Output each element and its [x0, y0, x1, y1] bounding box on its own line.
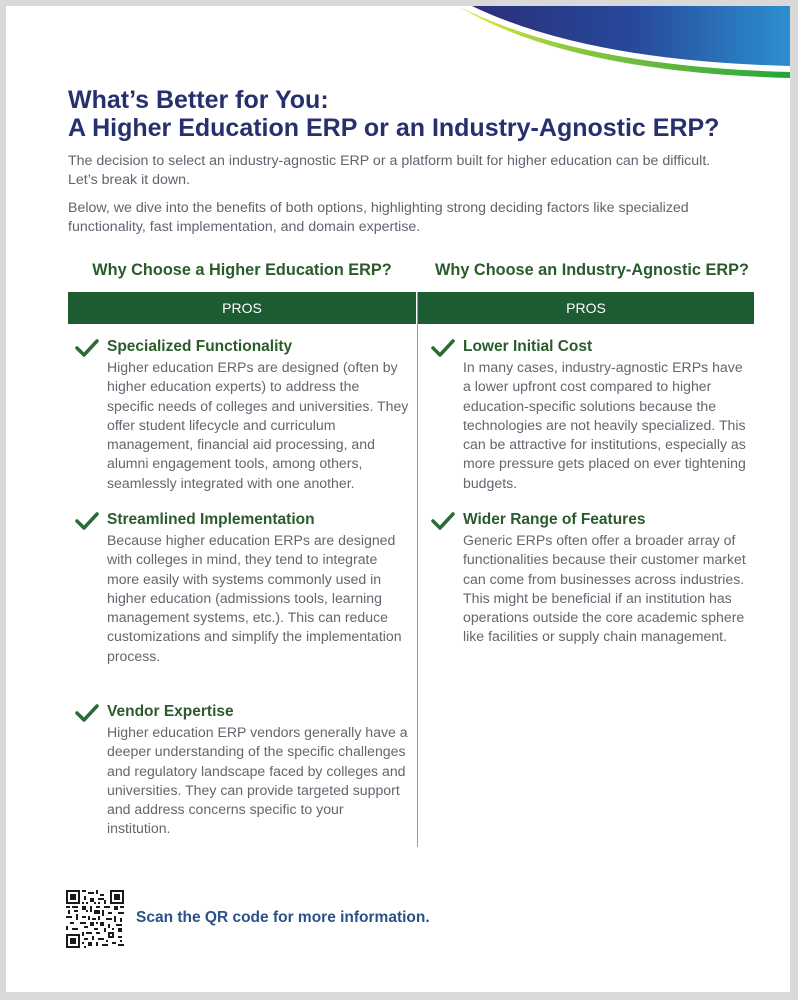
column-divider	[417, 292, 418, 847]
pro-item-body: Higher education ERP vendors generally have a deeper understanding of the specific challenges and regulatory landscape faced by colleges and universities. They can provide targeted support and address concerns specific to your institution.	[107, 724, 408, 837]
page-title-line1: What’s Better for You:	[68, 86, 329, 114]
pro-item-title: Wider Range of Features	[463, 511, 646, 528]
pro-item-title: Streamlined Implementation	[107, 511, 315, 528]
left-pros-bar: PROS	[68, 292, 416, 324]
left-column-heading: Why Choose a Higher Education ERP?	[92, 261, 392, 279]
pro-item-specialized-functionality	[75, 337, 409, 493]
qr-code-caption: Scan the QR code for more information.	[136, 909, 430, 926]
checkmark-icon	[431, 338, 455, 358]
pro-item-body: Generic ERPs often offer a broader array of functionalities because their customer market can come from businesses across industries. This might be beneficial if an institution has operations outside the core academic sphere like facilities or supply chain management.	[463, 532, 746, 645]
checkmark-icon	[75, 703, 99, 723]
page-title	[68, 86, 768, 142]
page-title-line2: A Higher Education ERP or an Industry-Agnostic ERP?	[68, 114, 720, 142]
pro-item-wider-range-of-features	[431, 510, 747, 647]
checkmark-icon	[431, 511, 455, 531]
qr-code-icon[interactable]	[66, 890, 124, 948]
checkmark-icon	[75, 338, 99, 358]
decorative-swoosh	[6, 6, 790, 96]
checkmark-icon	[75, 511, 99, 531]
pro-item-title: Lower Initial Cost	[463, 338, 593, 355]
right-pros-bar: PROS	[418, 292, 754, 324]
intro-paragraph-1: The decision to select an industry-agnostic ERP or a platform built for higher education can be difficult. Let’s break it down.	[68, 153, 711, 188]
document-page	[6, 6, 790, 992]
pro-item-lower-initial-cost	[431, 337, 747, 493]
pro-item-body: Higher education ERPs are designed (often by higher education experts) to address the specific needs of colleges and universities. They offer student lifecycle and curriculum management, financial aid processing, and alumni engagement tools, among others, seamlessly integrated with one another.	[107, 359, 409, 491]
pro-item-vendor-expertise	[75, 702, 409, 839]
pro-item-title: Vendor Expertise	[107, 703, 234, 720]
pro-item-streamlined-implementation	[75, 510, 409, 666]
right-column-heading: Why Choose an Industry-Agnostic ERP?	[435, 261, 749, 279]
pro-item-title: Specialized Functionality	[107, 338, 293, 355]
intro-paragraph-2: Below, we dive into the benefits of both options, highlighting strong deciding factors like specialized functionality, fast implementation, and domain expertise.	[68, 200, 689, 235]
pro-item-body: In many cases, industry-agnostic ERPs have a lower upfront cost compared to higher education-specific solutions because the technologies are not heavily specialized. This can be attractive for institutions, especially as more pressure gets placed on ever tightening budgets.	[463, 359, 746, 491]
pro-item-body: Because higher education ERPs are designed with colleges in mind, they tend to integrate more easily with systems commonly used in higher education (admissions tools, learning management systems, etc.). This can reduce customizations and simplify the implementation process.	[107, 532, 402, 664]
